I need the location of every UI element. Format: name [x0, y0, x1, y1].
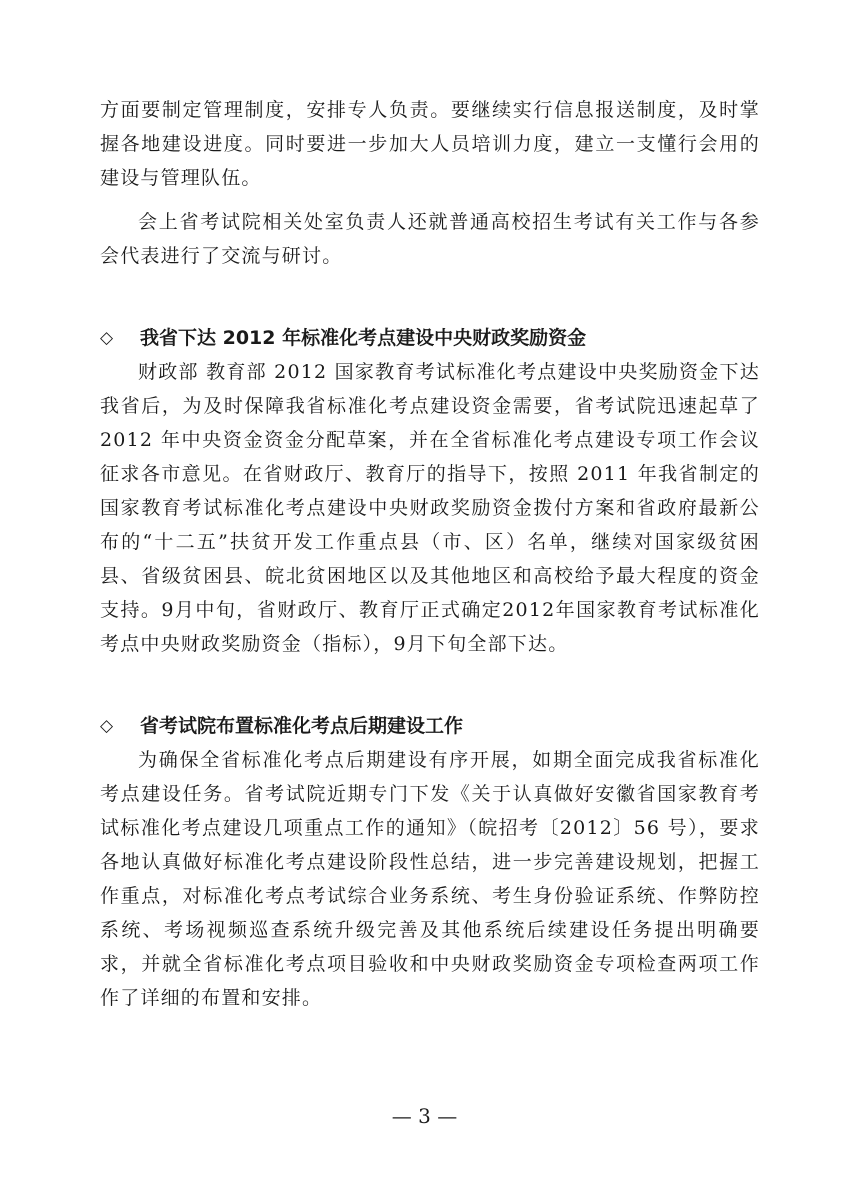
paragraph-funding: 财政部 教育部 2012 国家教育考试标准化考点建设中央奖励资金下达我省后，为及时保障我省标准化考点建设资金需要，省考试院迅速起草了 2012 年中央资金资金分配草案，并在全省标准化考点建设专项工作会议征求各市意见。在省财政厅、教育厅的指导下，按照 2011 年我省制定的国家教育考试标准化考点建设中央财政奖励资金拨付方案和省政府最新公布的“十二五”扶贫开发工作重点县（市、区）名单，继续对国家级贫困县、省级贫困县、皖北贫困地区以及其他地区和高校给予最大程度的资金支持。9月中旬，省财政厅、教育厅正式确定2012年国家教育考试标准化考点中央财政奖励资金（指标），9月下旬全部下达。 — [100, 361, 760, 655]
paragraph-meeting-exchange: 会上省考试院相关处室负责人还就普通高校招生考试有关工作与各参会代表进行了交流与研讨。 — [100, 211, 760, 267]
section-heading-construction — [100, 709, 760, 743]
section-heading-funding — [100, 321, 760, 355]
paragraph-continuation: 方面要制定管理制度，安排专人负责。要继续实行信息报送制度，及时掌握各地建设进度。同时要进一步加大人员培训力度，建立一支懂行会用的建设与管理队伍。 — [100, 99, 760, 189]
page-number: — 3 — — [391, 1104, 458, 1128]
document-body — [100, 93, 760, 1015]
paragraph-construction: 为确保全省标准化考点后期建设有序开展，如期全面完成我省标准化考点建设任务。省考试院近期专门下发《关于认真做好安徽省国家教育考试标准化考点建设几项重点工作的通知》（皖招考〔2012〕56 号），要求各地认真做好标准化考点建设阶段性总结，进一步完善建设规划，把握工作重点，对标准化考点考试综合业务系统、考生身份验证系统、作弊防控系统、考场视频巡查系统升级完善及其他系统后续建设任务提出明确要求，并就全省标准化考点项目验收和中央财政奖励资金专项检查两项工作作了详细的布置和安排。 — [100, 749, 760, 1009]
section-heading-text: 我省下达 2012 年标准化考点建设中央财政奖励资金 — [140, 327, 587, 349]
diamond-bullet-icon: ◇ — [100, 328, 114, 348]
section-heading-text: 省考试院布置标准化考点后期建设工作 — [140, 715, 464, 737]
diamond-bullet-icon: ◇ — [100, 716, 114, 736]
